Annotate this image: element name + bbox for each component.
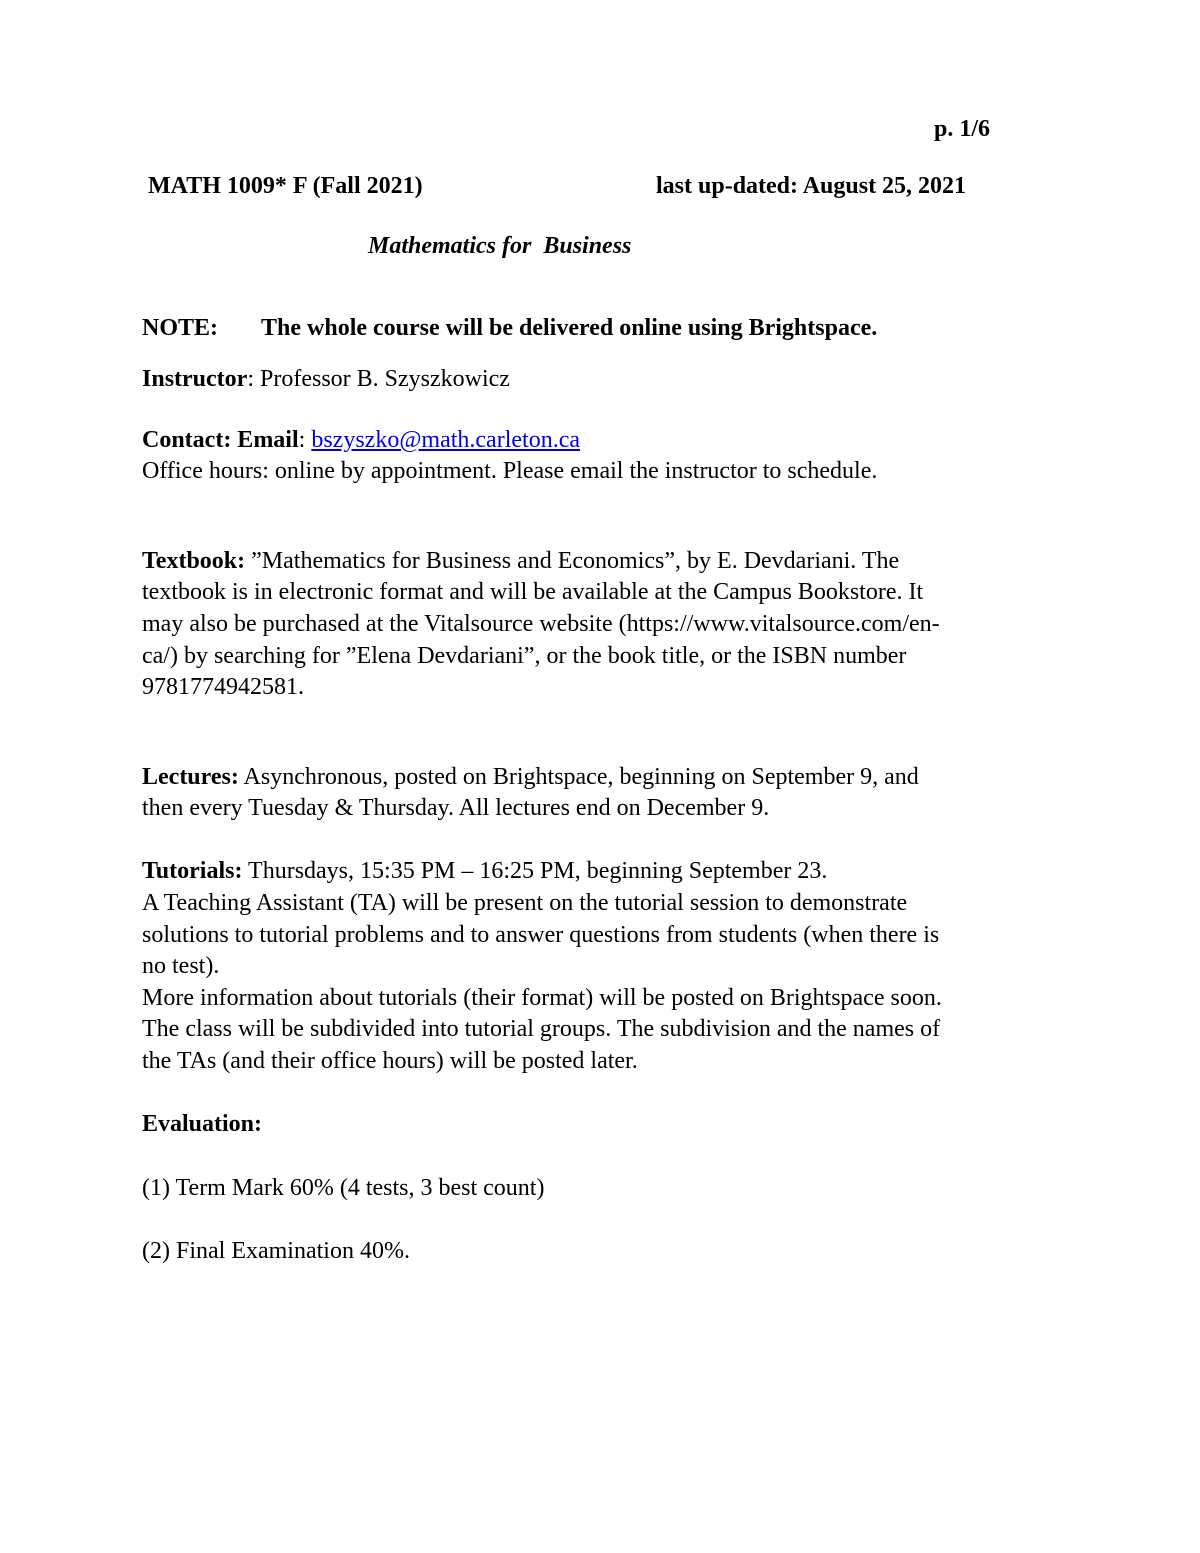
lectures-text: Asynchronous, posted on Brightspace, beginning on September 9, and bbox=[238, 764, 919, 790]
lectures-label: Lectures: bbox=[142, 764, 239, 790]
lectures-line-1 bbox=[142, 762, 919, 794]
office-hours: Office hours: online by appointment. Please email the instructor to schedule. bbox=[142, 458, 878, 484]
instructor-label: Instructor bbox=[142, 366, 248, 392]
course-title: Mathematics for Business bbox=[368, 233, 632, 259]
note-label: NOTE: bbox=[142, 315, 219, 341]
last-updated: last up-dated: August 25, 2021 bbox=[656, 173, 967, 199]
tutorials-label: Tutorials: bbox=[142, 858, 243, 884]
contact-label: Contact: Email bbox=[142, 427, 299, 453]
instructor-line bbox=[142, 364, 510, 396]
tutorials-text: Thursdays, 15:35 PM – 16:25 PM, beginning September 23. bbox=[242, 858, 828, 884]
tutorials-line-5: More information about tutorials (their format) will be posted on Brightspace soon. bbox=[142, 985, 942, 1011]
instructor-name: Professor B. Szyszkowicz bbox=[260, 366, 510, 392]
textbook-line-5: 9781774942581. bbox=[142, 674, 304, 700]
note-text: The whole course will be delivered online using Brightspace. bbox=[261, 315, 878, 341]
instructor-email-link[interactable]: bszyszko@math.carleton.ca bbox=[311, 427, 580, 453]
tutorials-line-6: The class will be subdivided into tutorial groups. The subdivision and the names of bbox=[142, 1016, 941, 1042]
tutorials-line-7: the TAs (and their office hours) will be posted later. bbox=[142, 1048, 638, 1074]
textbook-line-1 bbox=[142, 546, 899, 578]
contact-line bbox=[142, 425, 580, 457]
textbook-line-3: may also be purchased at the Vitalsource website (https://www.vitalsource.com/en- bbox=[142, 611, 940, 637]
tutorials-line-3: solutions to tutorial problems and to answer questions from students (when there is bbox=[142, 922, 940, 948]
tutorials-line-2: A Teaching Assistant (TA) will be present on the tutorial session to demonstrate bbox=[142, 890, 908, 916]
instructor-separator: : bbox=[247, 366, 260, 392]
evaluation-item: (2) Final Examination 40%. bbox=[142, 1238, 410, 1264]
textbook-label: Textbook: bbox=[142, 548, 246, 574]
textbook-line-2: textbook is in electronic format and will be available at the Campus Bookstore. It bbox=[142, 579, 924, 605]
evaluation-label: Evaluation: bbox=[142, 1111, 263, 1137]
evaluation-item: (1) Term Mark 60% (4 tests, 3 best count) bbox=[142, 1175, 545, 1201]
course-code: MATH 1009* F (Fall 2021) bbox=[148, 173, 423, 199]
lectures-line-2: then every Tuesday & Thursday. All lectures end on December 9. bbox=[142, 795, 770, 821]
tutorials-line-4: no test). bbox=[142, 953, 220, 979]
tutorials-line-1 bbox=[142, 856, 827, 888]
textbook-line-4: ca/) by searching for ”Elena Devdariani”, or the book title, or the ISBN number bbox=[142, 643, 907, 669]
page-number: p. 1/6 bbox=[934, 116, 991, 142]
contact-separator: : bbox=[298, 427, 312, 453]
textbook-text: ”Mathematics for Business and Economics”, by E. Devdariani. The bbox=[245, 548, 900, 574]
